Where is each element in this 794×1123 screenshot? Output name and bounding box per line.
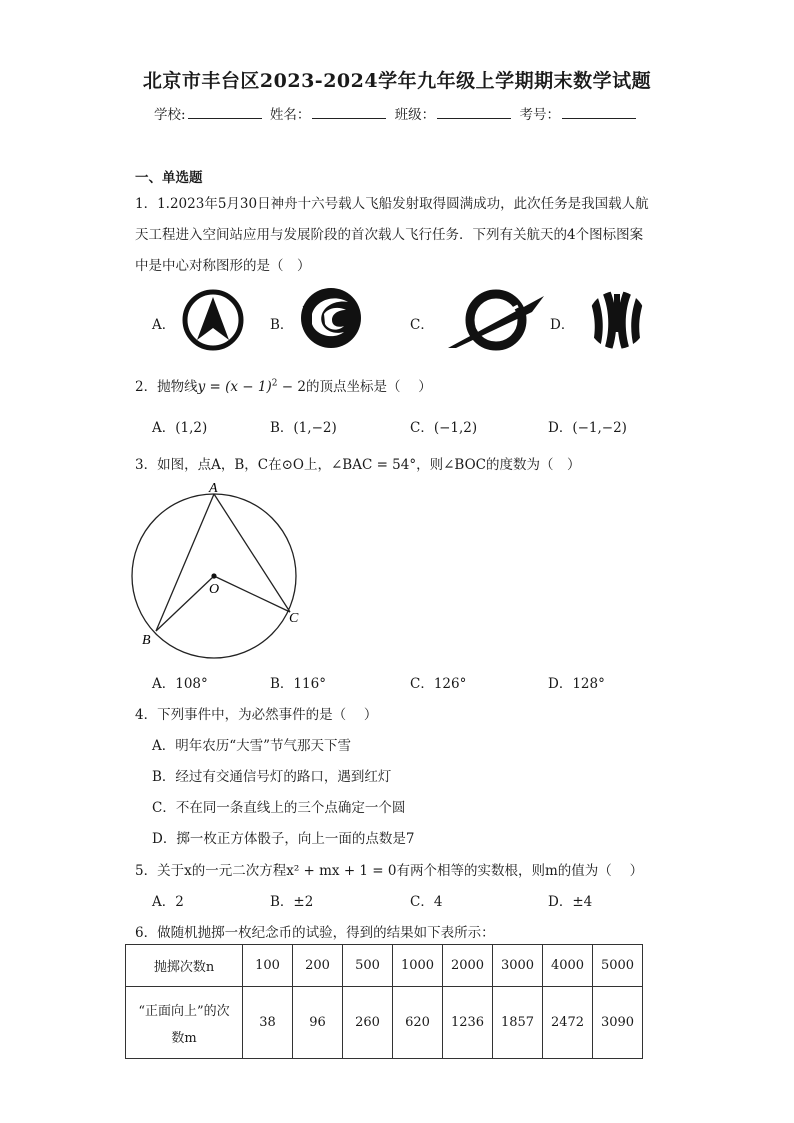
table-cell: 4000: [543, 945, 593, 987]
q5-stem: 5．关于x的一元二次方程x² + mx + 1 = 0有两个相等的实数根，则m的值为（ ）: [135, 863, 644, 879]
center-point-o: [211, 573, 216, 578]
q2-stem: [135, 375, 432, 395]
q2-formula-tail: − 2: [277, 379, 306, 395]
table-cell: 2472: [543, 987, 593, 1059]
school-label: 学校:: [154, 107, 186, 123]
q2-prefix: 2．抛物线: [135, 379, 198, 395]
table-cell: 620: [393, 987, 443, 1059]
q3-option-a: A．108°: [152, 676, 208, 692]
q4-option-d: D．掷一枚正方体骰子，向上一面的点数是7: [152, 831, 415, 847]
q5-option-c: C．4: [410, 894, 443, 910]
q4-option-b: B．经过有交通信号灯的路口，遇到红灯: [152, 769, 392, 785]
q3-option-c: C．126°: [410, 676, 467, 692]
q4-stem: 4．下列事件中，为必然事件的是（ ）: [135, 707, 378, 723]
q3-stem: 3．如图，点A，B，C在⊙O上，∠BAC = 54°，则∠BOC的度数为（ ）: [135, 457, 581, 473]
table-cell: 96: [293, 987, 343, 1059]
q1-line2: 天工程进入空间站应用与发展阶段的首次载人飞行任务．下列有关航天的4个图标图案: [135, 227, 644, 243]
table-cell: 1857: [493, 987, 543, 1059]
table-cell: 200: [293, 945, 343, 987]
table-row: [126, 987, 643, 1059]
name-label: 姓名：: [269, 107, 311, 123]
q4-option-c: C．不在同一条直线上的三个点确定一个圆: [152, 800, 406, 816]
section-heading: 一、单选题: [135, 170, 203, 186]
table-cell: 3090: [593, 987, 643, 1059]
q1-option-c-label: C．: [410, 317, 434, 333]
exam-number-label: 考号：: [519, 107, 560, 123]
q6-stem: 6．做随机抛掷一枚纪念币的试验，得到的结果如下表所示：: [135, 925, 495, 941]
table-row: [126, 945, 643, 987]
q2-option-a: A．(1,2): [152, 420, 208, 436]
q1-option-a-label: A．: [152, 317, 176, 333]
q2-option-d: D．(−1,−2): [548, 420, 627, 436]
q1-line3: 中是中心对称图形的是（ ）: [135, 258, 311, 274]
table-cell: 500: [343, 945, 393, 987]
q3-option-b: B．116°: [270, 676, 326, 692]
q1-line1: 1．1.2023年5月30日神舟十六号载人飞船发射取得圆满成功，此次任务是我国载人航: [135, 196, 649, 212]
table-cell: 260: [343, 987, 393, 1059]
name-blank[interactable]: [312, 106, 386, 119]
class-label: 班级：: [394, 107, 436, 123]
table-cell: 5000: [593, 945, 643, 987]
q5-option-d: D．±4: [548, 894, 593, 910]
school-blank[interactable]: [188, 106, 262, 119]
q5-option-b: B．±2: [270, 894, 314, 910]
exam-number-blank[interactable]: [562, 106, 636, 119]
page-title: 北京市丰台区2023-2024学年九年级上学期期末数学试题: [142, 70, 652, 92]
circle-diagram: [128, 478, 308, 672]
coin-toss-table: [125, 944, 643, 1059]
swirl-logo-icon: [298, 284, 364, 356]
label-o: O: [209, 582, 220, 597]
q5-option-a: A．2: [152, 894, 184, 910]
q3-option-d: D．128°: [548, 676, 605, 692]
q2-formula: y = (x − 1): [197, 379, 272, 395]
q2-exponent: 2: [271, 378, 278, 389]
table-cell: 38: [243, 987, 293, 1059]
q2-option-b: B．(1,−2): [270, 420, 337, 436]
row-header-m-line2: 数m: [171, 1030, 197, 1046]
radius-ob: [156, 576, 214, 631]
q4-option-a: A．明年农历“大雪”节气那天下雪: [152, 738, 352, 754]
stripes-logo-icon: [586, 288, 648, 356]
table-cell: 100: [243, 945, 293, 987]
table-cell: 3000: [493, 945, 543, 987]
chord-ab: [156, 494, 214, 631]
arrow-circle-logo-icon: [182, 288, 244, 356]
table-cell: 2000: [443, 945, 493, 987]
ring-slash-logo-icon: [446, 288, 548, 356]
label-c: C: [289, 611, 299, 626]
table-cell: 1236: [443, 987, 493, 1059]
student-info-line: [0, 103, 794, 123]
q1-option-d-label: D．: [550, 317, 575, 333]
row-header-n: 抛掷次数n: [126, 945, 243, 987]
table-cell: 1000: [393, 945, 443, 987]
label-a: A: [209, 481, 218, 496]
row-header-m: [126, 987, 243, 1059]
q2-suffix: 的顶点坐标是（ ）: [305, 379, 432, 395]
row-header-m-line1: “正面向上”的次: [138, 1003, 230, 1019]
class-blank[interactable]: [437, 106, 511, 119]
q1-option-b-label: B．: [270, 317, 294, 333]
label-b: B: [142, 633, 151, 648]
q2-option-c: C．(−1,2): [410, 420, 478, 436]
